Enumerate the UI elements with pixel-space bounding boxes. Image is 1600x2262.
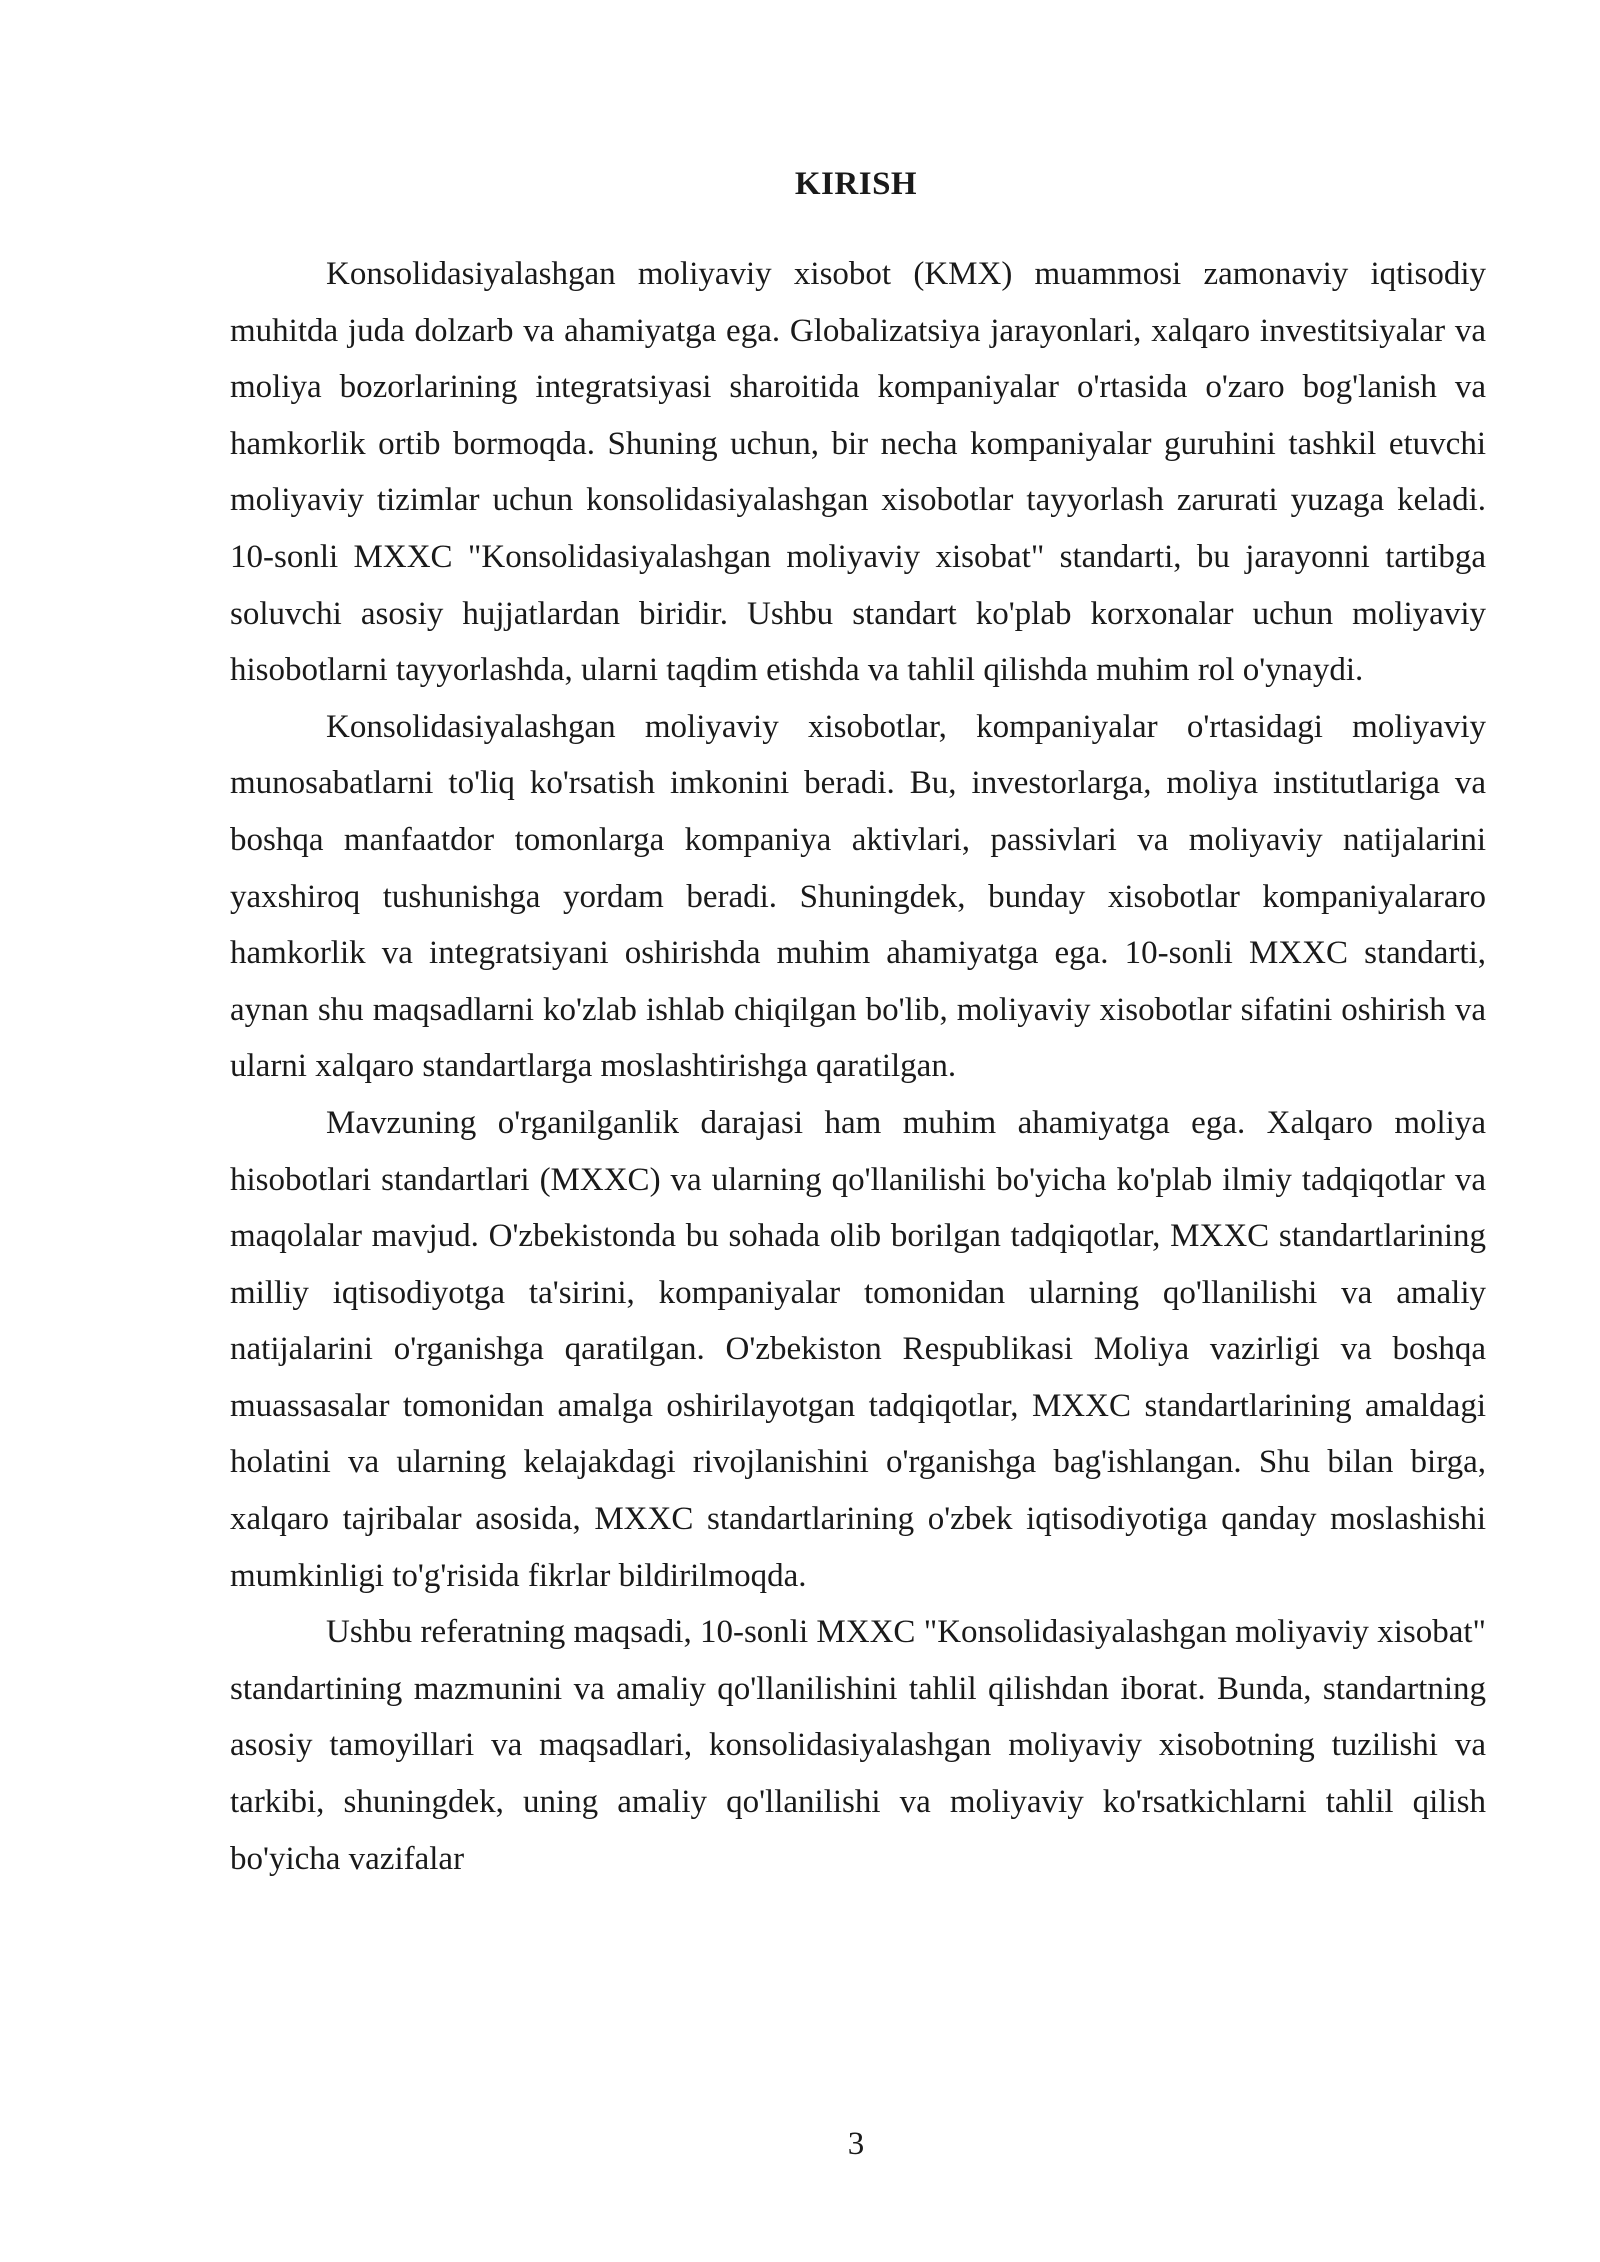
paragraph-4: Ushbu referatning maqsadi, 10-sonli MXXC "Konsolidasiyalashgan moliyaviy xisobat" standartining mazmunini va amaliy qo'llanilishini tahlil qilishdan iborat. Bunda, standartning asosiy tamoyillari va maqsadlari, konsolidasiyalashgan moliyaviy xisobotning tuzilishi va tarkibi, shuningdek, uning amaliy qo'llanilishi va moliyaviy ko'rsatkichlarni tahlil qilish bo'yicha vazifalar: [230, 1614, 1486, 1877]
page-number: 3: [847, 2126, 865, 2162]
paragraph-2: Konsolidasiyalashgan moliyaviy xisobotlar, kompaniyalar o'rtasidagi moliyaviy munosabatlarni to'liq ko'rsatish imkonini beradi. Bu, investorlarga, moliya institutlariga va boshqa manfaatdor tomonlarga kompaniya aktivlari, passivlari va moliyaviy natijalarini yaxshiroq tushunishga yordam beradi. Shuningdek, bunday xisobotlar kompaniyalararo hamkorlik va integratsiyani oshirishda muhim ahamiyatga ega. 10-sonli MXXC standarti, aynan shu maqsadlarni ko'zlab ishlab chiqilgan bo'lib, moliyaviy xisobotlar sifatini oshirish va ularni xalqaro standartlarga moslashtirishga qaratilgan.: [230, 708, 1486, 1085]
paragraph-3: Mavzuning o'rganilganlik darajasi ham muhim ahamiyatga ega. Xalqaro moliya hisobotlari standartlari (MXXC) va ularning qo'llanilishi bo'yicha ko'plab ilmiy tadqiqotlar va maqolalar mavjud. O'zbekistonda bu sohada olib borilgan tadqiqotlar, MXXC standartlarining milliy iqtisodiyotga ta'sirini, kompaniyalar tomonidan ularning qo'llanilishi va amaliy natijalarini o'rganishga qaratilgan. O'zbekiston Respublikasi Moliya vazirligi va boshqa muassasalar tomonidan amalga oshirilayotgan tadqiqotlar, MXXC standartlarining amaldagi holatini va ularning kelajakdagi rivojlanishini o'rganishga bag'ishlangan. Shu bilan birga, xalqaro tajribalar asosida, MXXC standartlarining o'zbek iqtisodiyotiga qanday moslashishi mumkinligi to'g'risida fikrlar bildirilmoqda.: [230, 1104, 1486, 1594]
section-title: KIRISH: [794, 166, 918, 202]
body-text: [230, 246, 1486, 1887]
paragraph-1: Konsolidasiyalashgan moliyaviy xisobot (KMX) muammosi zamonaviy iqtisodiy muhitda juda dolzarb va ahamiyatga ega. Globalizatsiya jarayonlari, xalqaro investitsiyalar va moliya bozorlarining integratsiyasi sharoitida kompaniyalar o'rtasida o'zaro bog'lanish va hamkorlik ortib bormoqda. Shuning uchun, bir necha kompaniyalar guruhini tashkil etuvchi moliyaviy tizimlar uchun konsolidasiyalashgan xisobotlar tayyorlash zarurati yuzaga keladi. 10-sonli MXXC "Konsolidasiyalashgan moliyaviy xisobat" standarti, bu jarayonni tartibga soluvchi asosiy hujjatlardan biridir. Ushbu standart ko'plab korxonalar uchun moliyaviy hisobotlarni tayyorlashda, ularni taqdim etishda va tahlil qilishda muhim rol o'ynaydi.: [230, 256, 1486, 689]
